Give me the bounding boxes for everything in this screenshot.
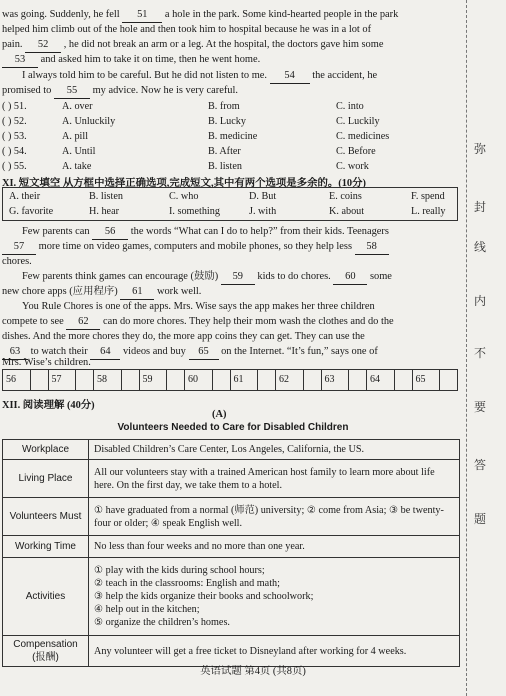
section-11-title: XI. 短文填空 从方框中选择正确选项,完成短文,其中有两个选项是多余的。(10分) [2,178,366,189]
side-char: 题 [474,512,487,526]
answer-cell[interactable]: 56 [3,370,49,390]
word-option: J. with [249,206,277,217]
passage-line-6: promised to 55 my advice. Now he is very careful. [2,84,238,99]
table-row [3,558,460,636]
blank-63[interactable]: 63 [2,345,28,360]
passage-line-1: was going. Suddenly, he fell 51 a hole in the park. Some kind-hearted people in the park [2,8,398,23]
blank-52[interactable]: 52 [25,38,61,53]
side-char: 不 [474,346,487,360]
page-footer: 英语试题 第4页 (共8页) [200,666,306,677]
word-bank-box [2,187,458,221]
word-option: I. something [169,206,220,217]
row-content: All our volunteers stay with a trained American host family to learn more about life here. On the first day, we take them to a hotel. [89,460,460,498]
option-c[interactable]: C. work [336,161,369,172]
answer-cell[interactable]: 58 [94,370,140,390]
passage-line-3: pain. 52 , he did not break an arm or a leg. At the hospital, the doctors gave him some [2,38,383,53]
answer-cell[interactable]: 61 [231,370,277,390]
volunteer-table [2,439,460,667]
word-option: A. their [9,191,41,202]
blank-54[interactable]: 54 [270,69,310,84]
option-a[interactable]: A. take [62,161,92,172]
option-c[interactable]: C. medicines [336,131,390,142]
word-option: F. spend [411,191,445,202]
word-option: B. listen [89,191,123,202]
word-option: D. But [249,191,277,202]
row-label: Activities [3,558,89,636]
blank-65[interactable]: 65 [189,345,219,360]
row-content: No less than four weeks and no more than one year. [89,536,460,558]
binding-line [466,0,467,696]
blank-58[interactable]: 58 [355,240,389,255]
table-title: Volunteers Needed to Care for Disabled Children [117,422,349,433]
passage-line-4: 53 and asked him to take it on time, then he went home. [2,53,260,68]
answer-grid [2,369,458,391]
blank-56[interactable]: 56 [92,225,128,240]
blank-57[interactable]: 57 [2,240,36,255]
word-option: E. coins [329,191,362,202]
option-row-54[interactable]: ( ) 54. A. Until B. After C. Before [2,146,376,157]
blank-64[interactable]: 64 [90,345,120,360]
option-b[interactable]: B. from [208,101,240,112]
table-row [3,536,460,558]
passage2-line-10: Mrs. Wise’s children. [2,357,91,368]
blank-62[interactable]: 62 [66,315,100,330]
side-char: 要 [474,400,487,414]
table-row [3,440,460,460]
passage-line-2: helped him climb out of the hole and then took him to hospital because he was in a lot of [2,24,372,35]
passage-line-5: I always told him to be careful. But he did not listen to me. 54 the accident, he [22,69,377,84]
word-option: C. who [169,191,199,202]
answer-cell[interactable]: 63 [322,370,368,390]
passage2-line-5: new chore apps (应用程序) 61 work well. [2,285,201,300]
blank-51[interactable]: 51 [122,8,162,23]
row-content: Disabled Children’s Care Center, Los Angeles, California, the US. [89,440,460,460]
option-row-53[interactable]: ( ) 53. A. pill B. medicine C. medicines [2,131,390,142]
table-row [3,498,460,536]
answer-cell[interactable]: 57 [49,370,95,390]
passage2-line-4: Few parents think games can encourage (鼓励) 59 kids to do chores. 60 some [22,270,392,285]
option-b[interactable]: B. After [208,146,241,157]
option-b[interactable]: B. Lucky [208,116,246,127]
option-c[interactable]: C. Before [336,146,376,157]
passage2-line-7: compete to see 62 can do more chores. They help their mom wash the clothes and do the [2,315,394,330]
answer-cell[interactable]: 64 [367,370,413,390]
section-12-title: XII. 阅读理解 (40分) [2,400,95,411]
option-row-55[interactable]: ( ) 55. A. take B. listen C. work [2,161,369,172]
word-option: K. about [329,206,365,217]
side-char: 弥 [474,142,487,156]
option-c[interactable]: C. into [336,101,364,112]
blank-60[interactable]: 60 [333,270,367,285]
answer-cell[interactable]: 59 [140,370,186,390]
subsection-label: (A) [212,409,227,420]
answer-cell[interactable]: 65 [413,370,458,390]
passage2-line-2: 57 more time on video games, computers and mobile phones, so they help less 58 [2,240,389,255]
blank-53[interactable]: 53 [2,53,38,68]
answer-cell[interactable]: 60 [185,370,231,390]
side-char: 线 [474,240,487,254]
passage2-line-6: You Rule Chores is one of the apps. Mrs. Wise says the app makes her three children [22,301,375,312]
option-row-51[interactable]: ( ) 51. A. over B. from C. into [2,101,364,112]
row-label: Volunteers Must [3,498,89,536]
row-label: Living Place [3,460,89,498]
option-b[interactable]: B. medicine [208,131,258,142]
blank-59[interactable]: 59 [221,270,255,285]
row-label: Workplace [3,440,89,460]
word-option: H. hear [89,206,119,217]
option-b[interactable]: B. listen [208,161,242,172]
side-char: 内 [474,294,487,308]
option-a[interactable]: A. pill [62,131,89,142]
side-char: 封 [474,200,487,214]
passage2-line-9: 63 to watch their 64 videos and buy 65 on the Internet. “It’s fun,” says one of [2,345,378,360]
option-a[interactable]: A. Until [62,146,96,157]
option-a[interactable]: A. Unluckily [62,116,116,127]
passage2-line-1: Few parents can 56 the words “What can I do to help?” from their kids. Teenagers [22,225,389,240]
row-label: Working Time [3,536,89,558]
side-char: 答 [474,458,487,472]
answer-cell[interactable]: 62 [276,370,322,390]
passage2-line-3: chores. [2,256,32,267]
row-content: Any volunteer will get a free ticket to Disneyland after working for 4 weeks. [89,636,460,667]
option-a[interactable]: A. over [62,101,93,112]
table-row [3,460,460,498]
row-content: ① play with the kids during school hours; ② teach in the classrooms: English and math; ③ help the kids organize their books and schoolwork; ④ help out in the kitchen; ⑤ organize the children’s homes. [89,558,460,636]
row-label: Compensation (报酬) [3,636,89,667]
row-content: ① have graduated from a normal (师范) university; ② come from Asia; ③ be twenty-four or older; ④ speak English well. [89,498,460,536]
blank-61[interactable]: 61 [120,285,154,300]
option-row-52[interactable]: ( ) 52. A. Unluckily B. Lucky C. Luckily [2,116,380,127]
blank-55[interactable]: 55 [54,84,90,99]
passage2-line-8: dishes. And the more chores they do, the more app coins they can get. They can use the [2,331,365,342]
word-option: G. favorite [9,206,54,217]
option-c[interactable]: C. Luckily [336,116,380,127]
word-option: L. really [411,206,446,217]
